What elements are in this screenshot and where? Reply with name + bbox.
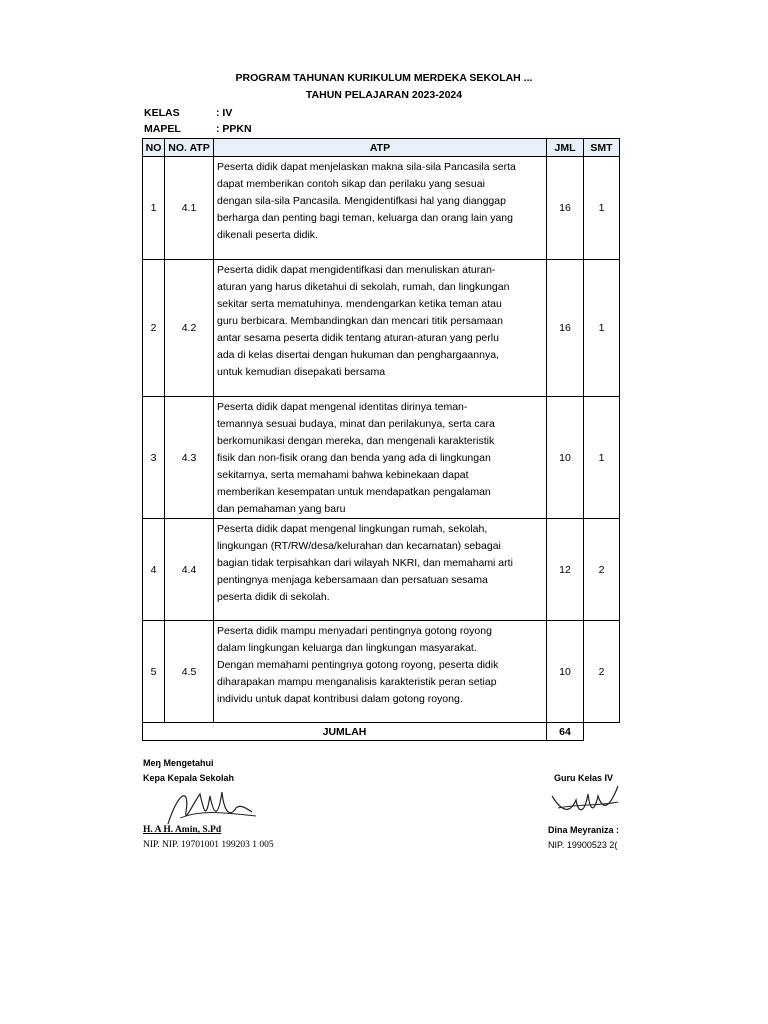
teacher-nip: NIP. 19900523 2( <box>548 840 618 850</box>
desc-line: diharapakan mampu menganalisis karakteristik peran setiap <box>217 676 497 688</box>
desc-line: peserta didik di sekolah. <box>217 591 330 603</box>
desc-line: aturan yang harus diketahui di sekolah, rumah, dan lingkungan <box>217 281 510 293</box>
desc-line: individu untuk dapat kontribusi dalam gotong royong. <box>217 693 463 705</box>
desc-line: untuk kemudian disepakati bersama <box>217 366 386 378</box>
cell-jml: 12 <box>547 519 584 621</box>
col-header-smt: SMT <box>584 139 620 157</box>
desc-line: Peserta didik dapat mengenal identitas dirinya teman- <box>217 401 468 413</box>
total-empty-cell <box>584 723 620 741</box>
desc-line: antar sesama peserta didik tentang aturan-aturan yang perlu <box>217 332 499 344</box>
desc-line: Peserta didik dapat menjelaskan makna sila-sila Pancasila serta <box>217 161 516 173</box>
cell-jml: 10 <box>547 397 584 519</box>
desc-line: fisik dan non-fisik orang dan benda yang ada di lingkungan <box>217 452 491 464</box>
table-row <box>143 397 620 519</box>
desc-line: Dengan memahami pentingnya gotong royong, peserta didik <box>217 659 499 671</box>
cell-atp-no: 4.3 <box>165 397 214 519</box>
col-header-no-atp: NO. ATP <box>165 139 214 157</box>
cell-jml: 10 <box>547 621 584 723</box>
principal-nip: NIP. NIP. 19701001 199203 1 005 <box>143 840 274 850</box>
cell-jml: 16 <box>547 157 584 260</box>
desc-line: sekitarnya, serta memahami bahwa kebinekaan dapat <box>217 469 469 481</box>
col-header-jml: JML <box>547 139 584 157</box>
teacher-role: Guru Kelas IV <box>554 773 614 783</box>
cell-atp-desc <box>214 260 547 397</box>
desc-line: Peserta didik mampu menyadari pentingnya gotong royong <box>217 625 492 637</box>
table-row <box>143 260 620 397</box>
desc-line: dikenali peserta didik. <box>217 229 318 241</box>
mapel-value: : PPKN <box>216 123 252 135</box>
kelas-value: : IV <box>216 107 233 119</box>
principal-name: H. A H. Amin, S.Pd <box>143 825 222 835</box>
cell-no: 5 <box>143 621 165 723</box>
teacher-name: Dina Meyraniza : <box>548 825 620 835</box>
ack-label: Meŋ Mengetahui <box>143 758 214 768</box>
desc-line: dalam lingkungan keluarga dan lingkungan masyarakat. <box>217 642 477 654</box>
table-row <box>143 519 620 621</box>
cell-smt: 1 <box>584 157 620 260</box>
cell-no: 1 <box>143 157 165 260</box>
cell-no: 3 <box>143 397 165 519</box>
desc-line: guru berbicara. Membandingkan dan mencari titik persamaan <box>217 315 503 327</box>
table-row <box>143 621 620 723</box>
col-header-atp: ATP <box>214 139 547 157</box>
desc-line: dapat memberikan contoh sikap dan perilaku yang sesuai <box>217 178 485 190</box>
desc-line: dengan sila-sila Pancasila. Mengidentifkasi hal yang dianggap <box>217 195 506 207</box>
cell-jml: 16 <box>547 260 584 397</box>
desc-line: ada di kelas disertai dengan hukuman dan penghargaannya, <box>217 349 499 361</box>
mapel-label: MAPEL <box>144 123 181 135</box>
cell-smt: 2 <box>584 519 620 621</box>
cell-smt: 2 <box>584 621 620 723</box>
total-label: JUMLAH <box>143 723 547 741</box>
table-row <box>143 157 620 260</box>
desc-line: bagian tidak terpisahkan dari wilayah NKRI, dan memahami arti <box>217 557 513 569</box>
cell-atp-no: 4.2 <box>165 260 214 397</box>
kelas-label: KELAS <box>144 107 180 119</box>
desc-line: sekitar serta mematuhinya. mendengarkan ketika teman atau <box>217 298 502 310</box>
atp-table <box>142 138 620 741</box>
col-header-no: NO <box>143 139 165 157</box>
desc-line: lingkungan (RT/RW/desa/kelurahan dan kecamatan) sebagai <box>217 540 501 552</box>
cell-atp-desc <box>214 157 547 260</box>
desc-line: temannya sesuai budaya, minat dan perilakunya, serta cara <box>217 418 495 430</box>
doc-title-line1: PROGRAM TAHUNAN KURIKULUM MERDEKA SEKOLAH ... <box>235 72 533 84</box>
cell-smt: 1 <box>584 260 620 397</box>
total-row <box>143 723 620 741</box>
cell-atp-no: 4.1 <box>165 157 214 260</box>
desc-line: memberikan kesempatan untuk mendapatkan pengalaman <box>217 486 491 498</box>
cell-no: 2 <box>143 260 165 397</box>
doc-title-line2: TAHUN PELAJARAN 2023-2024 <box>305 89 463 101</box>
total-value: 64 <box>547 723 584 741</box>
cell-no: 4 <box>143 519 165 621</box>
teacher-signature-icon <box>548 782 620 824</box>
cell-atp-desc <box>214 519 547 621</box>
desc-line: dan pemahaman yang baru <box>217 503 346 515</box>
table-header-row <box>143 139 620 157</box>
desc-line: Peserta didik dapat mengenal lingkungan rumah, sekolah, <box>217 523 488 535</box>
principal-role: Kepa Kepala Sekolah <box>143 773 235 783</box>
cell-atp-no: 4.5 <box>165 621 214 723</box>
cell-atp-no: 4.4 <box>165 519 214 621</box>
desc-line: Peserta didik dapat mengidentifkasi dan menuliskan aturan- <box>217 264 496 276</box>
cell-atp-desc <box>214 397 547 519</box>
cell-atp-desc <box>214 621 547 723</box>
cell-smt: 1 <box>584 397 620 519</box>
desc-line: berharga dan penting bagi teman, keluarga dan orang lain yang <box>217 212 513 224</box>
desc-line: berkomunikasi dengan mereka, dan mengenali karakteristik <box>217 435 495 447</box>
desc-line: pentingnya menjaga kebersamaan dan persatuan sesama <box>217 574 488 586</box>
